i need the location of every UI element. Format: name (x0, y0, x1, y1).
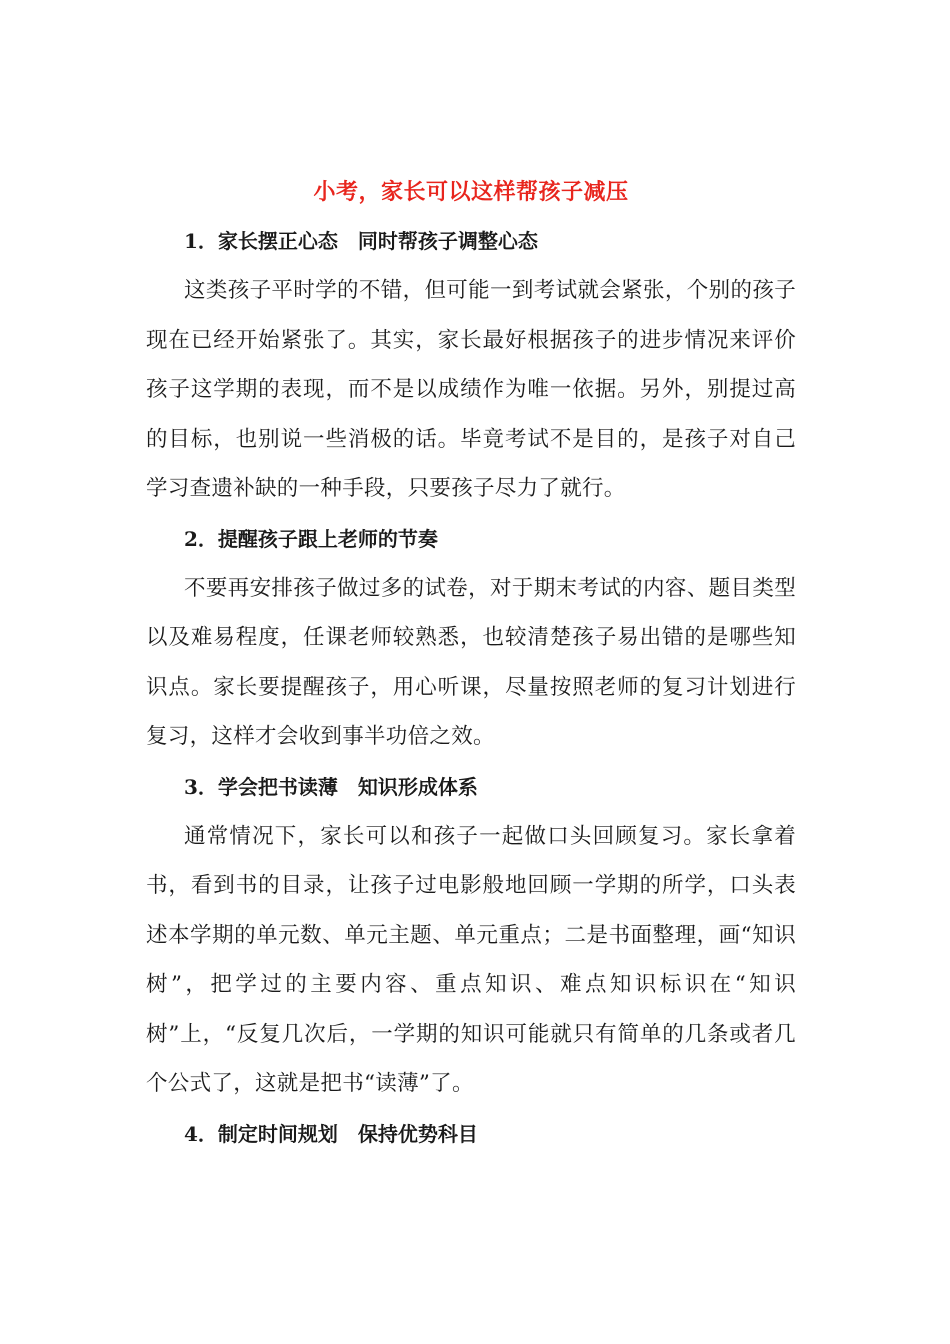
section-heading: 3．学会把书读薄 知识形成体系 (184, 774, 478, 799)
section-heading: 4．制定时间规划 保持优势科目 (184, 1121, 478, 1146)
section-1 (146, 216, 796, 514)
section-paragraph: 这类孩子平时学的不错，但可能一到考试就会紧张，个别的孩子现在已经开始紧张了。其实，家长最好根据孩子的进步情况来评价孩子这学期的表现，而不是以成绩作为唯一依据。另外，别提过高的目标，也别说一些消极的话。毕竟考试不是目的，是孩子对自己学习查遗补缺的一种手段，只要孩子尽力了就行。 (146, 278, 796, 501)
section-heading: 2．提醒孩子跟上老师的节奏 (184, 526, 438, 551)
section-4 (146, 1109, 796, 1159)
section-heading: 1．家长摆正心态 同时帮孩子调整心态 (184, 229, 538, 253)
section-3 (146, 762, 796, 1109)
section-paragraph: 不要再安排孩子做过多的试卷，对于期末考试的内容、题目类型以及难易程度，任课老师较熟悉，也较清楚孩子易出错的是哪些知识点。家长要提醒孩子，用心听课，尽量按照老师的复习计划进行复习，这样才会收到事半功倍之效。 (146, 575, 796, 749)
section-2 (146, 514, 796, 762)
document-page (146, 168, 796, 1159)
section-paragraph: 通常情况下，家长可以和孩子一起做口头回顾复习。家长拿着书，看到书的目录，让孩子过电影般地回顾一学期的所学，口头表述本学期的单元数、单元主题、单元重点；二是书面整理，画“知识树”，把学过的主要内容、重点知识、难点知识标识在“知识树”上，“反复几次后，一学期的知识可能就只有简单的几条或者几个公式了，这就是把书“读薄”了。 (146, 823, 796, 1096)
document-title: 小考，家长可以这样帮孩子减压 (313, 179, 629, 205)
